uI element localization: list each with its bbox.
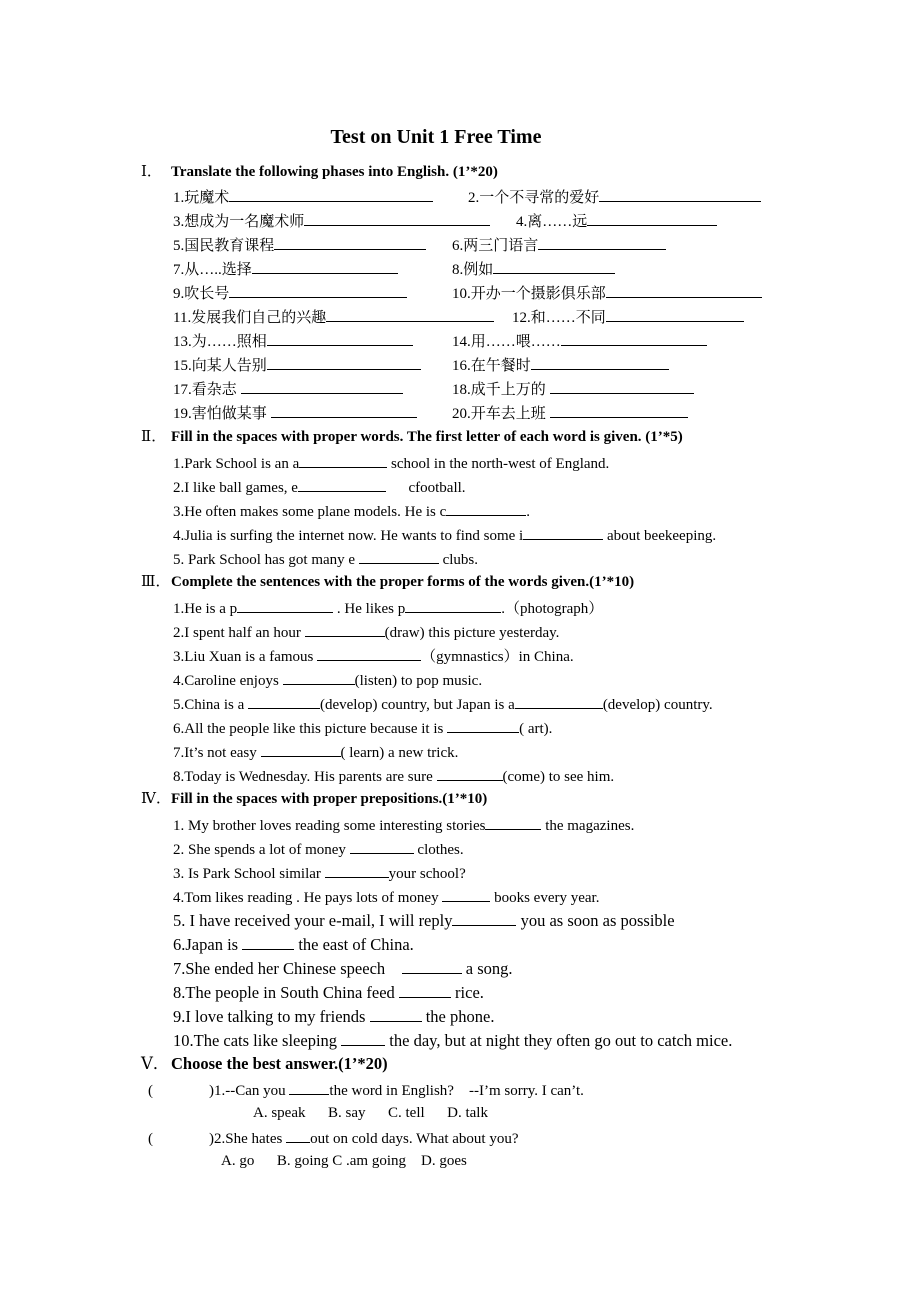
fill-letter-item: 4.Julia is surfing the internet now. He wants to find some i about beekeeping. xyxy=(173,524,716,546)
answer-blank[interactable] xyxy=(538,234,666,250)
preposition-item: 8.The people in South China feed rice. xyxy=(173,983,484,1002)
translate-item: 14.用……喂…… xyxy=(452,330,707,352)
answer-blank[interactable] xyxy=(298,476,386,492)
choice-options: A. speak B. say C. tell D. talk xyxy=(253,1105,488,1121)
section-number: Ⅳ． xyxy=(141,791,171,807)
answer-blank[interactable] xyxy=(531,354,669,370)
fill-letter-item: 3.He often makes some plane models. He is c . xyxy=(173,500,530,522)
fill-letter-item: 1.Park School is an a school in the north-west of England. xyxy=(173,452,609,474)
answer-blank[interactable] xyxy=(267,354,421,370)
answer-blank[interactable] xyxy=(242,934,294,950)
section-number: Ⅰ． xyxy=(141,164,162,180)
word-form-item: 7.It’s not easy ( learn) a new trick. xyxy=(173,741,458,763)
translate-item: 9.吹长号 xyxy=(173,282,407,304)
word-form-item: 2.I spent half an hour (draw) this picture yesterday. xyxy=(173,621,559,643)
preposition-item: 1. My brother loves reading some interesting stories the magazines. xyxy=(173,814,634,836)
answer-blank[interactable] xyxy=(606,306,744,322)
translate-item: 12.和……不同 xyxy=(512,306,744,328)
section-number: Ⅲ． xyxy=(141,574,171,590)
answer-blank[interactable] xyxy=(606,282,762,298)
answer-blank[interactable] xyxy=(523,524,603,540)
translate-item: 2.一个不寻常的爱好 xyxy=(468,186,761,208)
answer-blank[interactable] xyxy=(515,693,603,709)
translate-item: 4.离……远 xyxy=(516,210,717,232)
preposition-item: 9.I love talking to my friends the phone. xyxy=(173,1007,495,1026)
translate-item: 15.向某人告别 xyxy=(173,354,421,376)
translate-item: 19.害怕做某事 xyxy=(173,402,417,424)
answer-blank[interactable] xyxy=(359,548,439,564)
word-form-item: 1.He is a p . He likes p .（photograph） xyxy=(173,597,603,619)
answer-blank[interactable] xyxy=(304,210,490,226)
answer-blank[interactable] xyxy=(587,210,717,226)
answer-blank[interactable] xyxy=(405,597,501,613)
answer-blank[interactable] xyxy=(561,330,707,346)
section-3-heading xyxy=(141,572,634,592)
choice-options: A. go B. going C .am going D. goes xyxy=(221,1153,467,1169)
answer-blank[interactable] xyxy=(283,669,355,685)
preposition-item: 10.The cats like sleeping the day, but at night they often go out to catch mice. xyxy=(173,1031,733,1050)
answer-blank[interactable] xyxy=(326,306,494,322)
choice-question: ( )1.--Can you the word in English? --I’m sorry. I can’t. xyxy=(148,1079,584,1101)
fill-letter-item: 5. Park School has got many e clubs. xyxy=(173,548,478,570)
answer-blank[interactable] xyxy=(241,378,403,394)
section-4-heading xyxy=(141,789,487,809)
section-2-heading xyxy=(141,427,683,447)
answer-blank[interactable] xyxy=(452,910,516,926)
word-form-item: 5.China is a (develop) country, but Japan is a (develop) country. xyxy=(173,693,713,715)
translate-item: 18.成千上万的 xyxy=(452,378,694,400)
answer-blank[interactable] xyxy=(229,186,433,202)
answer-blank[interactable] xyxy=(446,500,526,516)
answer-blank[interactable] xyxy=(402,958,462,974)
answer-blank[interactable] xyxy=(442,886,490,902)
answer-blank[interactable] xyxy=(341,1030,385,1046)
answer-blank[interactable] xyxy=(248,693,320,709)
translate-item: 5.国民教育课程 xyxy=(173,234,426,256)
answer-blank[interactable] xyxy=(399,982,451,998)
page-title: Test on Unit 1 Free Time xyxy=(330,126,542,148)
section-instruction: Complete the sentences with the proper forms of the words given.(1’*10) xyxy=(171,574,635,590)
answer-blank[interactable] xyxy=(261,741,341,757)
answer-blank xyxy=(286,1127,310,1143)
answer-blank[interactable] xyxy=(550,378,694,394)
answer-blank[interactable] xyxy=(299,452,387,468)
word-form-item: 4.Caroline enjoys (listen) to pop music. xyxy=(173,669,482,691)
answer-blank[interactable] xyxy=(267,330,413,346)
section-5-heading xyxy=(141,1054,388,1074)
translate-item: 1.玩魔术 xyxy=(173,186,433,208)
translate-item: 10.开办一个摄影俱乐部 xyxy=(452,282,762,304)
answer-blank[interactable] xyxy=(317,645,421,661)
answer-blank[interactable] xyxy=(370,1006,422,1022)
section-instruction: Translate the following phases into English. (1’*20) xyxy=(171,164,498,180)
answer-blank[interactable] xyxy=(237,597,333,613)
choice-question: ( )2.She hates out on cold days. What about you? xyxy=(148,1127,519,1149)
word-form-item: 8.Today is Wednesday. His parents are sure (come) to see him. xyxy=(173,765,614,787)
answer-blank[interactable] xyxy=(493,258,615,274)
translate-item: 7.从…..选择 xyxy=(173,258,398,280)
answer-blank[interactable] xyxy=(229,282,407,298)
answer-blank[interactable] xyxy=(485,814,541,830)
translate-item: 13.为……照相 xyxy=(173,330,413,352)
answer-blank[interactable] xyxy=(305,621,385,637)
translate-item: 16.在午餐时 xyxy=(452,354,669,376)
translate-item: 17.看杂志 xyxy=(173,378,403,400)
answer-blank[interactable] xyxy=(437,765,503,781)
preposition-item: 4.Tom likes reading . He pays lots of money books every year. xyxy=(173,886,599,908)
preposition-item: 5. I have received your e-mail, I will reply you as soon as possible xyxy=(173,911,675,930)
answer-blank[interactable] xyxy=(550,402,688,418)
preposition-item: 7.She ended her Chinese speech a song. xyxy=(173,959,513,978)
section-instruction: Choose the best answer.(1’*20) xyxy=(171,1054,388,1073)
answer-blank[interactable] xyxy=(599,186,761,202)
answer-blank[interactable] xyxy=(325,862,389,878)
translate-item: 20.开车去上班 xyxy=(452,402,688,424)
answer-blank[interactable] xyxy=(271,402,417,418)
section-number: Ⅴ． xyxy=(141,1054,170,1073)
section-1-heading xyxy=(141,162,498,182)
translate-item: 6.两三门语言 xyxy=(452,234,666,256)
preposition-item: 6.Japan is the east of China. xyxy=(173,935,414,954)
section-number: Ⅱ． xyxy=(141,429,167,445)
section-instruction: Fill in the spaces with proper prepositions.(1’*10) xyxy=(171,791,488,807)
translate-item: 8.例如 xyxy=(452,258,615,280)
preposition-item: 2. She spends a lot of money clothes. xyxy=(173,838,464,860)
answer-blank[interactable] xyxy=(447,717,519,733)
answer-blank[interactable] xyxy=(252,258,398,274)
word-form-item: 3.Liu Xuan is a famous （gymnastics）in China. xyxy=(173,645,574,667)
answer-blank[interactable] xyxy=(274,234,426,250)
translate-item: 3.想成为一名魔术师 xyxy=(173,210,490,232)
preposition-item: 3. Is Park School similar your school? xyxy=(173,862,466,884)
word-form-item: 6.All the people like this picture because it is ( art). xyxy=(173,717,552,739)
fill-letter-item: 2.I like ball games, e cfootball. xyxy=(173,476,466,498)
answer-blank[interactable] xyxy=(350,838,414,854)
answer-blank xyxy=(289,1079,329,1095)
section-instruction: Fill in the spaces with proper words. The first letter of each word is given. (1’*5) xyxy=(171,429,683,445)
translate-item: 11.发展我们自己的兴趣 xyxy=(173,306,494,328)
